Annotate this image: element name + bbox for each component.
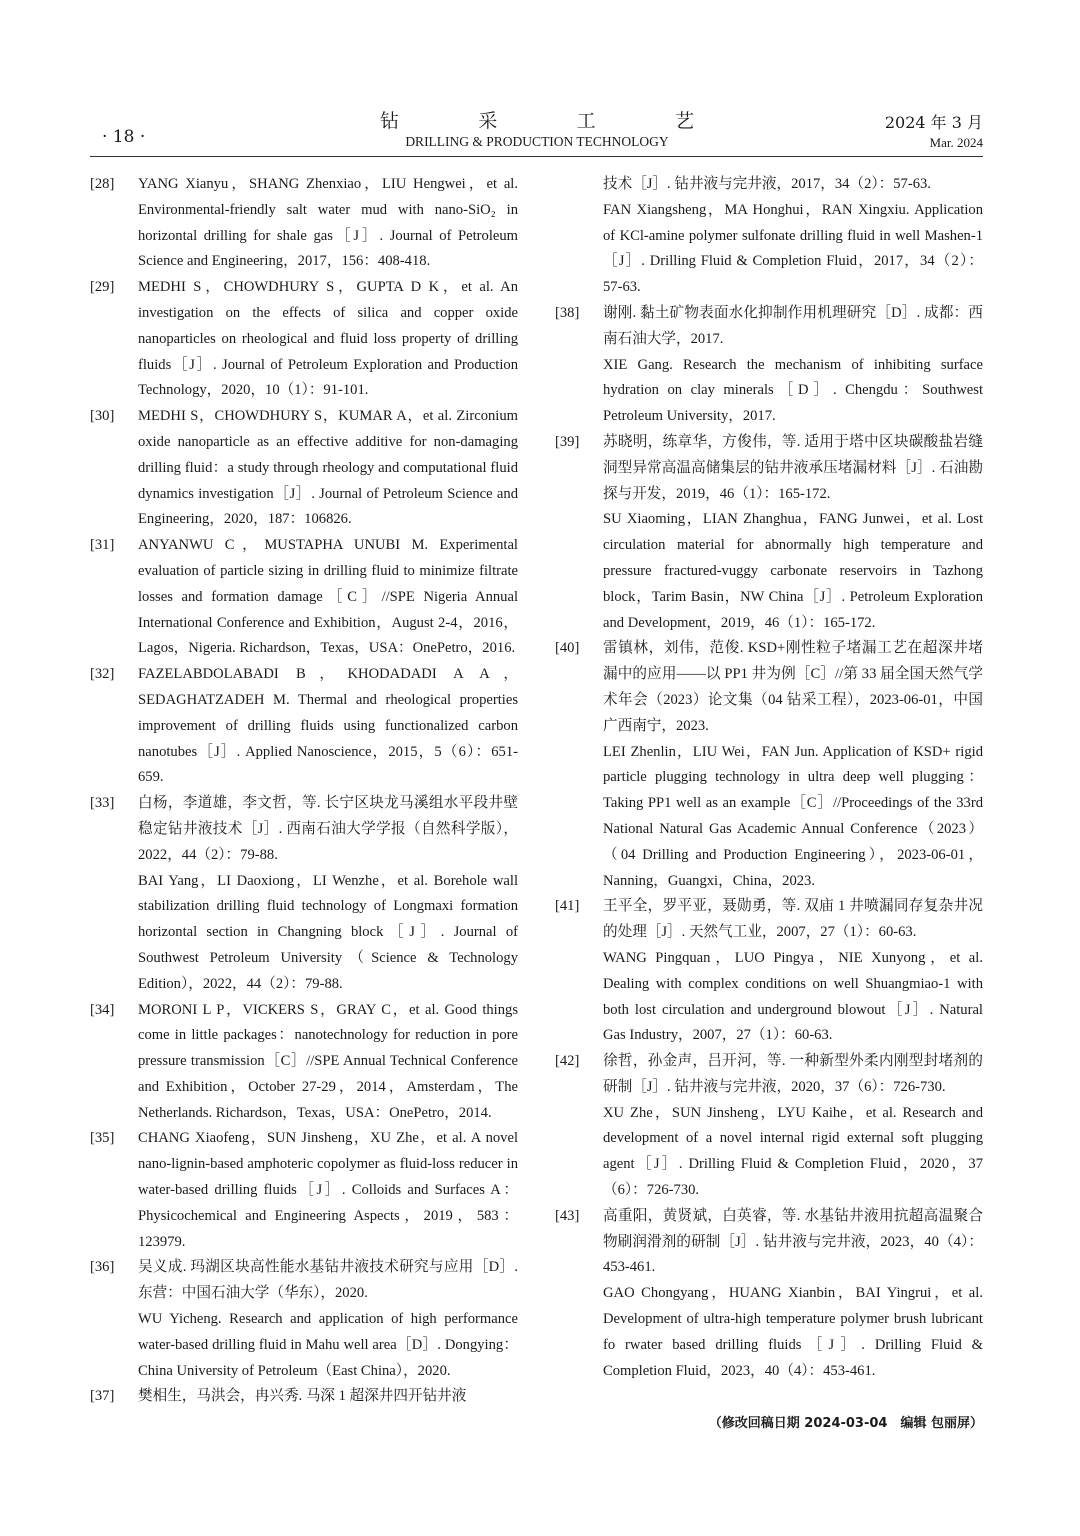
journal-title-en: DRILLING & PRODUCTION TECHNOLOGY	[405, 134, 669, 149]
reference-item	[555, 430, 983, 636]
reference-line: 王平全，罗平亚，聂勋勇，等. 双庙 1 井喷漏同存复杂井况的处理［J］. 天然气工业，2007，27（1）：60-63.	[603, 898, 983, 941]
reference-line: YANG Xianyu，SHANG Zhenxiao，LIU Hengwei，et al. Environmental-friendly salt water mud with nano-SiO₂ in horizontal drilling for shale gas［J］. Journal of Petroleum Science and Engineering，2017，156：408-418.	[138, 176, 518, 270]
reference-text	[138, 662, 518, 791]
reference-number: [42]	[555, 1053, 580, 1070]
reference-line: 高重阳，黄贤斌，白英睿，等. 水基钻井液用抗超高温聚合物刷润滑剂的研制［J］. 钻井液与完井液，2023，40（4）：453-461.	[603, 1207, 983, 1276]
reference-number: [39]	[555, 433, 580, 450]
reference-line: WU Yicheng. Research and application of high performance water-based drilling fluid in Mahu well area［D］. Dongying：China University of Petroleum（East China），2020.	[138, 1311, 518, 1379]
reference-line: XIE Gang. Research the mechanism of inhibiting surface hydration on clay minerals［D］. Chengdu：Southwest Petroleum University，2017.	[603, 356, 983, 425]
reference-number: [40]	[555, 640, 580, 657]
reference-number: [31]	[90, 537, 115, 554]
reference-text	[603, 301, 983, 430]
issue-date-en: Mar. 2024	[929, 135, 983, 150]
reference-line: MORONI L P，VICKERS S，GRAY C，et al. Good things come in little packages：nanotechnology for reduction in pore pressure transmission［C］//SPE Annual Technical Conference and Exhibition，October 27-29，2014，Amsterdam，The Netherlands. Richardson，Texas，USA：OnePetro，2014.	[138, 1001, 518, 1121]
reference-number: [34]	[90, 1001, 115, 1018]
reference-line: 谢刚. 黏土矿物表面水化抑制作用机理研究［D］. 成都：西南石油大学，2017.	[603, 304, 983, 347]
reference-line: SU Xiaoming，LIAN Zhanghua，FANG Junwei，et al. Lost circulation material for abnormally high temperature and pressure fractured-vuggy carbonate reservoirs in Tazhong block，Tarim Basin，NW China［J］. Petroleum Exploration and Development，2019，46（1）：165-172.	[603, 511, 983, 631]
reference-item	[90, 172, 518, 275]
revision-note: （修改回稿日期 2024-03-04 编辑 包丽屏）	[708, 1416, 983, 1431]
reference-text	[138, 998, 518, 1127]
reference-number: [33]	[90, 795, 115, 812]
reference-line: 苏晓明，练章华，方俊伟，等. 适用于塔中区块碳酸盐岩缝洞型异常高温高储集层的钻井液承压堵漏材料［J］. 石油勘探与开发，2019，46（1）：165-172.	[603, 433, 983, 502]
reference-line: FAZELABDOLABADI B，KHODADADI A A，SEDAGHATZADEH M. Thermal and rheological properties improvement of drilling fluids using functionalized carbon nanotubes［J］. Applied Nanoscience，2015，5（6）：651-659.	[138, 666, 518, 786]
reference-number: [38]	[555, 304, 580, 321]
reference-line: 徐哲，孙金声，吕开河，等. 一种新型外柔内刚型封堵剂的研制［J］. 钻井液与完井液，2020，37（6）：726-730.	[603, 1053, 983, 1095]
reference-number: [36]	[90, 1259, 115, 1276]
reference-line: 雷镇林，刘伟，范俊. KSD+刚性粒子堵漏工艺在超深井堵漏中的应用——以 PP1 井为例［C］//第 33 届全国天然气学术年会（2023）论文集（04 钻采工程），2023-06-01，中国广西南宁，2023.	[603, 640, 983, 734]
reference-text	[603, 1204, 983, 1385]
reference-number: [41]	[555, 898, 580, 915]
reference-line: LEI Zhenlin，LIU Wei，FAN Jun. Application of KSD+ rigid particle plugging technology in ultra deep well plugging：Taking PP1 well as an example［C］//Proceedings of the 33rd National Natural Gas Academic Annual Conference（2023）（04 Drilling and Production Engineering），2023-06-01，Nanning，Guangxi，China，2023.	[603, 743, 983, 889]
reference-text	[603, 430, 983, 636]
reference-line: 樊相生，马洪会，冉兴秀. 马深 1 超深井四开钻井液	[138, 1388, 467, 1405]
journal-title-char: 艺	[674, 110, 694, 132]
reference-item	[555, 636, 983, 894]
reference-item	[90, 275, 518, 404]
header-rule	[90, 156, 983, 157]
reference-text	[138, 1126, 518, 1255]
reference-text	[138, 275, 518, 404]
reference-line: GAO Chongyang，HUANG Xianbin，BAI Yingrui，et al. Development of ultra-high temperature polymer brush lubricant fo rwater based drilling fluids［J］. Drilling Fluid & Completion Fluid，2023，40（4）：453-461.	[603, 1285, 983, 1379]
issue-date-cn: 2024 年 3 月	[884, 113, 983, 132]
reference-text	[603, 894, 983, 1049]
reference-item	[555, 301, 983, 430]
reference-line: 白杨，李道雄，李文哲，等. 长宁区块龙马溪组水平段井壁稳定钻井液技术［J］. 西南石油大学学报（自然科学版），2022，44（2）：79-88.	[138, 795, 518, 863]
journal-title-char: 工	[576, 110, 596, 132]
reference-item	[90, 404, 518, 533]
reference-item	[90, 533, 518, 662]
reference-line: WANG Pingquan，LUO Pingya，NIE Xunyong，et al. Dealing with complex conditions on well Shuangmiao-1 with both lost circulation and underground blowout［J］. Natural Gas Industry，2007，27（1）：60-63.	[603, 949, 983, 1044]
reference-line: 吴义成. 玛湖区块高性能水基钻井液技术研究与应用［D］. 东营：中国石油大学（华东），2020.	[138, 1259, 518, 1302]
reference-number: [29]	[90, 279, 115, 296]
reference-item	[555, 1204, 983, 1385]
reference-item	[90, 998, 518, 1127]
reference-line: MEDHI S，CHOWDHURY S，GUPTA D K，et al. An investigation on the effects of silica and copper oxide nanoparticles on rheological and fluid loss property of drilling fluids［J］. Journal of Petroleum Exploration and Production Technology，2020，10（1）：91-101.	[138, 279, 518, 399]
reference-text	[138, 791, 518, 997]
reference-number: [32]	[90, 666, 115, 683]
reference-line: XU Zhe，SUN Jinsheng，LYU Kaihe，et al. Research and development of a novel internal rigid external soft plugging agent［J］. Drilling Fluid & Completion Fluid，2020，37（6）：726-730.	[603, 1104, 983, 1199]
reference-item	[90, 791, 518, 997]
reference-text	[138, 1384, 518, 1410]
reference-item	[90, 662, 518, 791]
reference-line: FAN Xiangsheng，MA Honghui，RAN Xingxiu. Application of KCl-amine polymer sulfonate drilling fluid in well Mashen-1［J］. Drilling Fluid & Completion Fluid，2017，34（2）：57-63.	[603, 201, 983, 296]
reference-text	[138, 533, 518, 662]
reference-number: [37]	[90, 1388, 115, 1405]
reference-item	[90, 1126, 518, 1255]
reference-item	[555, 1049, 983, 1204]
reference-text	[603, 1049, 983, 1204]
reference-line: BAI Yang，LI Daoxiong，LI Wenzhe，et al. Borehole wall stabilization drilling fluid technology of Longmaxi formation horizontal section in Changning block［J］. Journal of Southwest Petroleum University（Science & Technology Edition），2022，44（2）：79-88.	[138, 872, 518, 992]
reference-line: MEDHI S，CHOWDHURY S，KUMAR A，et al. Zirconium oxide nanoparticle as an effective additive for non-damaging drilling fluid：a study through rheology and computational fluid dynamics investigation［J］. Journal of Petroleum Science and Engineering，2020，187：106826.	[138, 408, 518, 528]
reference-line: ANYANWU C，MUSTAPHA UNUBI M. Experimental evaluation of particle sizing in drilling fluid to minimize filtrate losses and formation damage［C］//SPE Nigeria Annual International Conference and Exhibition，August 2-4，2016，Lagos，Nigeria. Richardson，Texas，USA：OnePetro，2016.	[138, 537, 518, 657]
reference-text	[603, 636, 983, 894]
page-number: · 18 ·	[102, 127, 146, 147]
journal-title-cn	[380, 106, 694, 133]
left-reference-column	[90, 172, 518, 1410]
reference-number: [35]	[90, 1130, 115, 1147]
reference-number: [30]	[90, 408, 115, 425]
reference-line: CHANG Xiaofeng，SUN Jinsheng，XU Zhe，et al. A novel nano-lignin-based amphoteric copolymer as fluid-loss reducer in water-based drilling fluids［J］. Colloids and Surfaces A：Physicochemical and Engineering Aspects，2019，583：123979.	[138, 1130, 518, 1250]
journal-title-char: 采	[478, 110, 498, 132]
reference-number: [43]	[555, 1207, 580, 1224]
reference-text	[138, 1255, 518, 1384]
reference-text	[138, 172, 518, 275]
journal-title-char: 钻	[380, 110, 400, 132]
reference-number: [28]	[90, 176, 115, 192]
reference-item	[555, 894, 983, 1049]
reference-text	[138, 404, 518, 533]
reference-continuation	[555, 172, 983, 301]
right-reference-column	[555, 172, 983, 1384]
reference-line: 技术［J］. 钻井液与完井液，2017，34（2）：57-63.	[603, 176, 931, 192]
reference-item	[90, 1255, 518, 1384]
reference-item	[90, 1384, 518, 1410]
